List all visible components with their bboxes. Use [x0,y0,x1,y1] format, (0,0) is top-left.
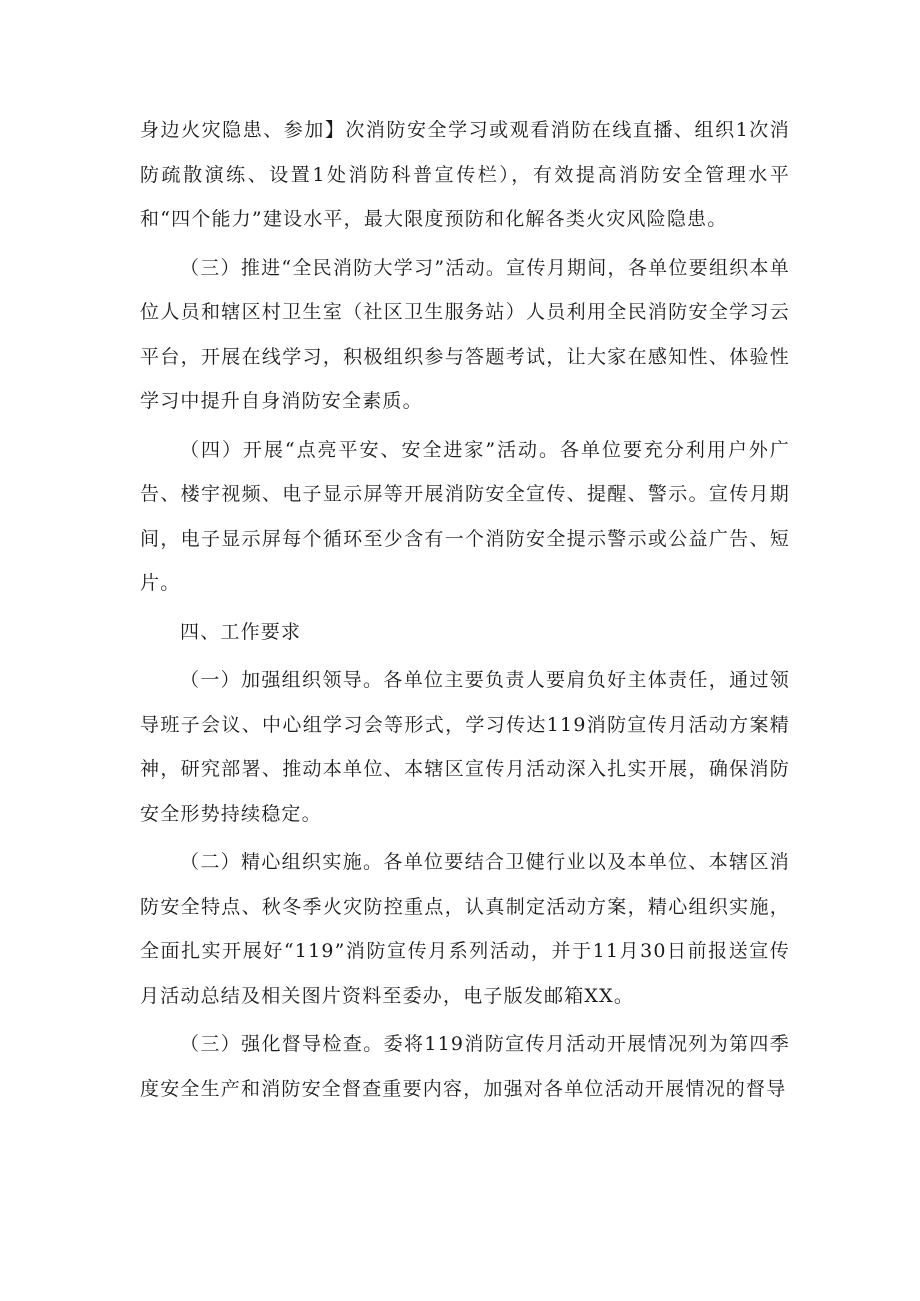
document-body [140,108,790,1115]
paragraph-requirement-2: （二）精心组织实施。各单位要结合卫健行业以及本单位、本辖区消防安全特点、秋冬季火灾防控重点，认真制定活动方案，精心组织实施，全面扎实开展好“119”消防宣传月系列活动，并于11月30日前报送宣传月活动总结及相关图片资料至委办，电子版发邮箱XX。 [140,851,790,1007]
paragraph-requirement-3: （三）强化督导检查。委将119消防宣传月活动开展情况列为第四季度安全生产和消防安全督查重要内容，加强对各单位活动开展情况的督导 [140,1033,790,1100]
paragraph-activity-3: （三）推进“全民消防大学习”活动。宣传月期间，各单位要组织本单位人员和辖区村卫生室（社区卫生服务站）人员利用全民消防安全学习云平台，开展在线学习，积极组织参与答题考试，让大家在感知性、体验性学习中提升自身消防安全素质。 [140,256,790,412]
section-heading-work-requirements: 四、工作要求 [180,620,302,643]
paragraph-activity-4: （四）开展“点亮平安、安全进家”活动。各单位要充分利用户外广告、楼宇视频、电子显示屏等开展消防安全宣传、提醒、警示。宣传月期间，电子显示屏每个循环至少含有一个消防安全提示警示或公益广告、短片。 [140,438,790,594]
paragraph-continued: 身边火灾隐患、参加】次消防安全学习或观看消防在线直播、组织1次消防疏散演练、设置1处消防科普宣传栏），有效提高消防安全管理水平和“四个能力”建设水平，最大限度预防和化解各类火灾风险隐患。 [140,119,790,230]
paragraph-requirement-1: （一）加强组织领导。各单位主要负责人要肩负好主体责任，通过领导班子会议、中心组学习会等形式，学习传达119消防宣传月活动方案精神，研究部署、推动本单位、本辖区宣传月活动深入扎实开展，确保消防安全形势持续稳定。 [140,669,790,825]
